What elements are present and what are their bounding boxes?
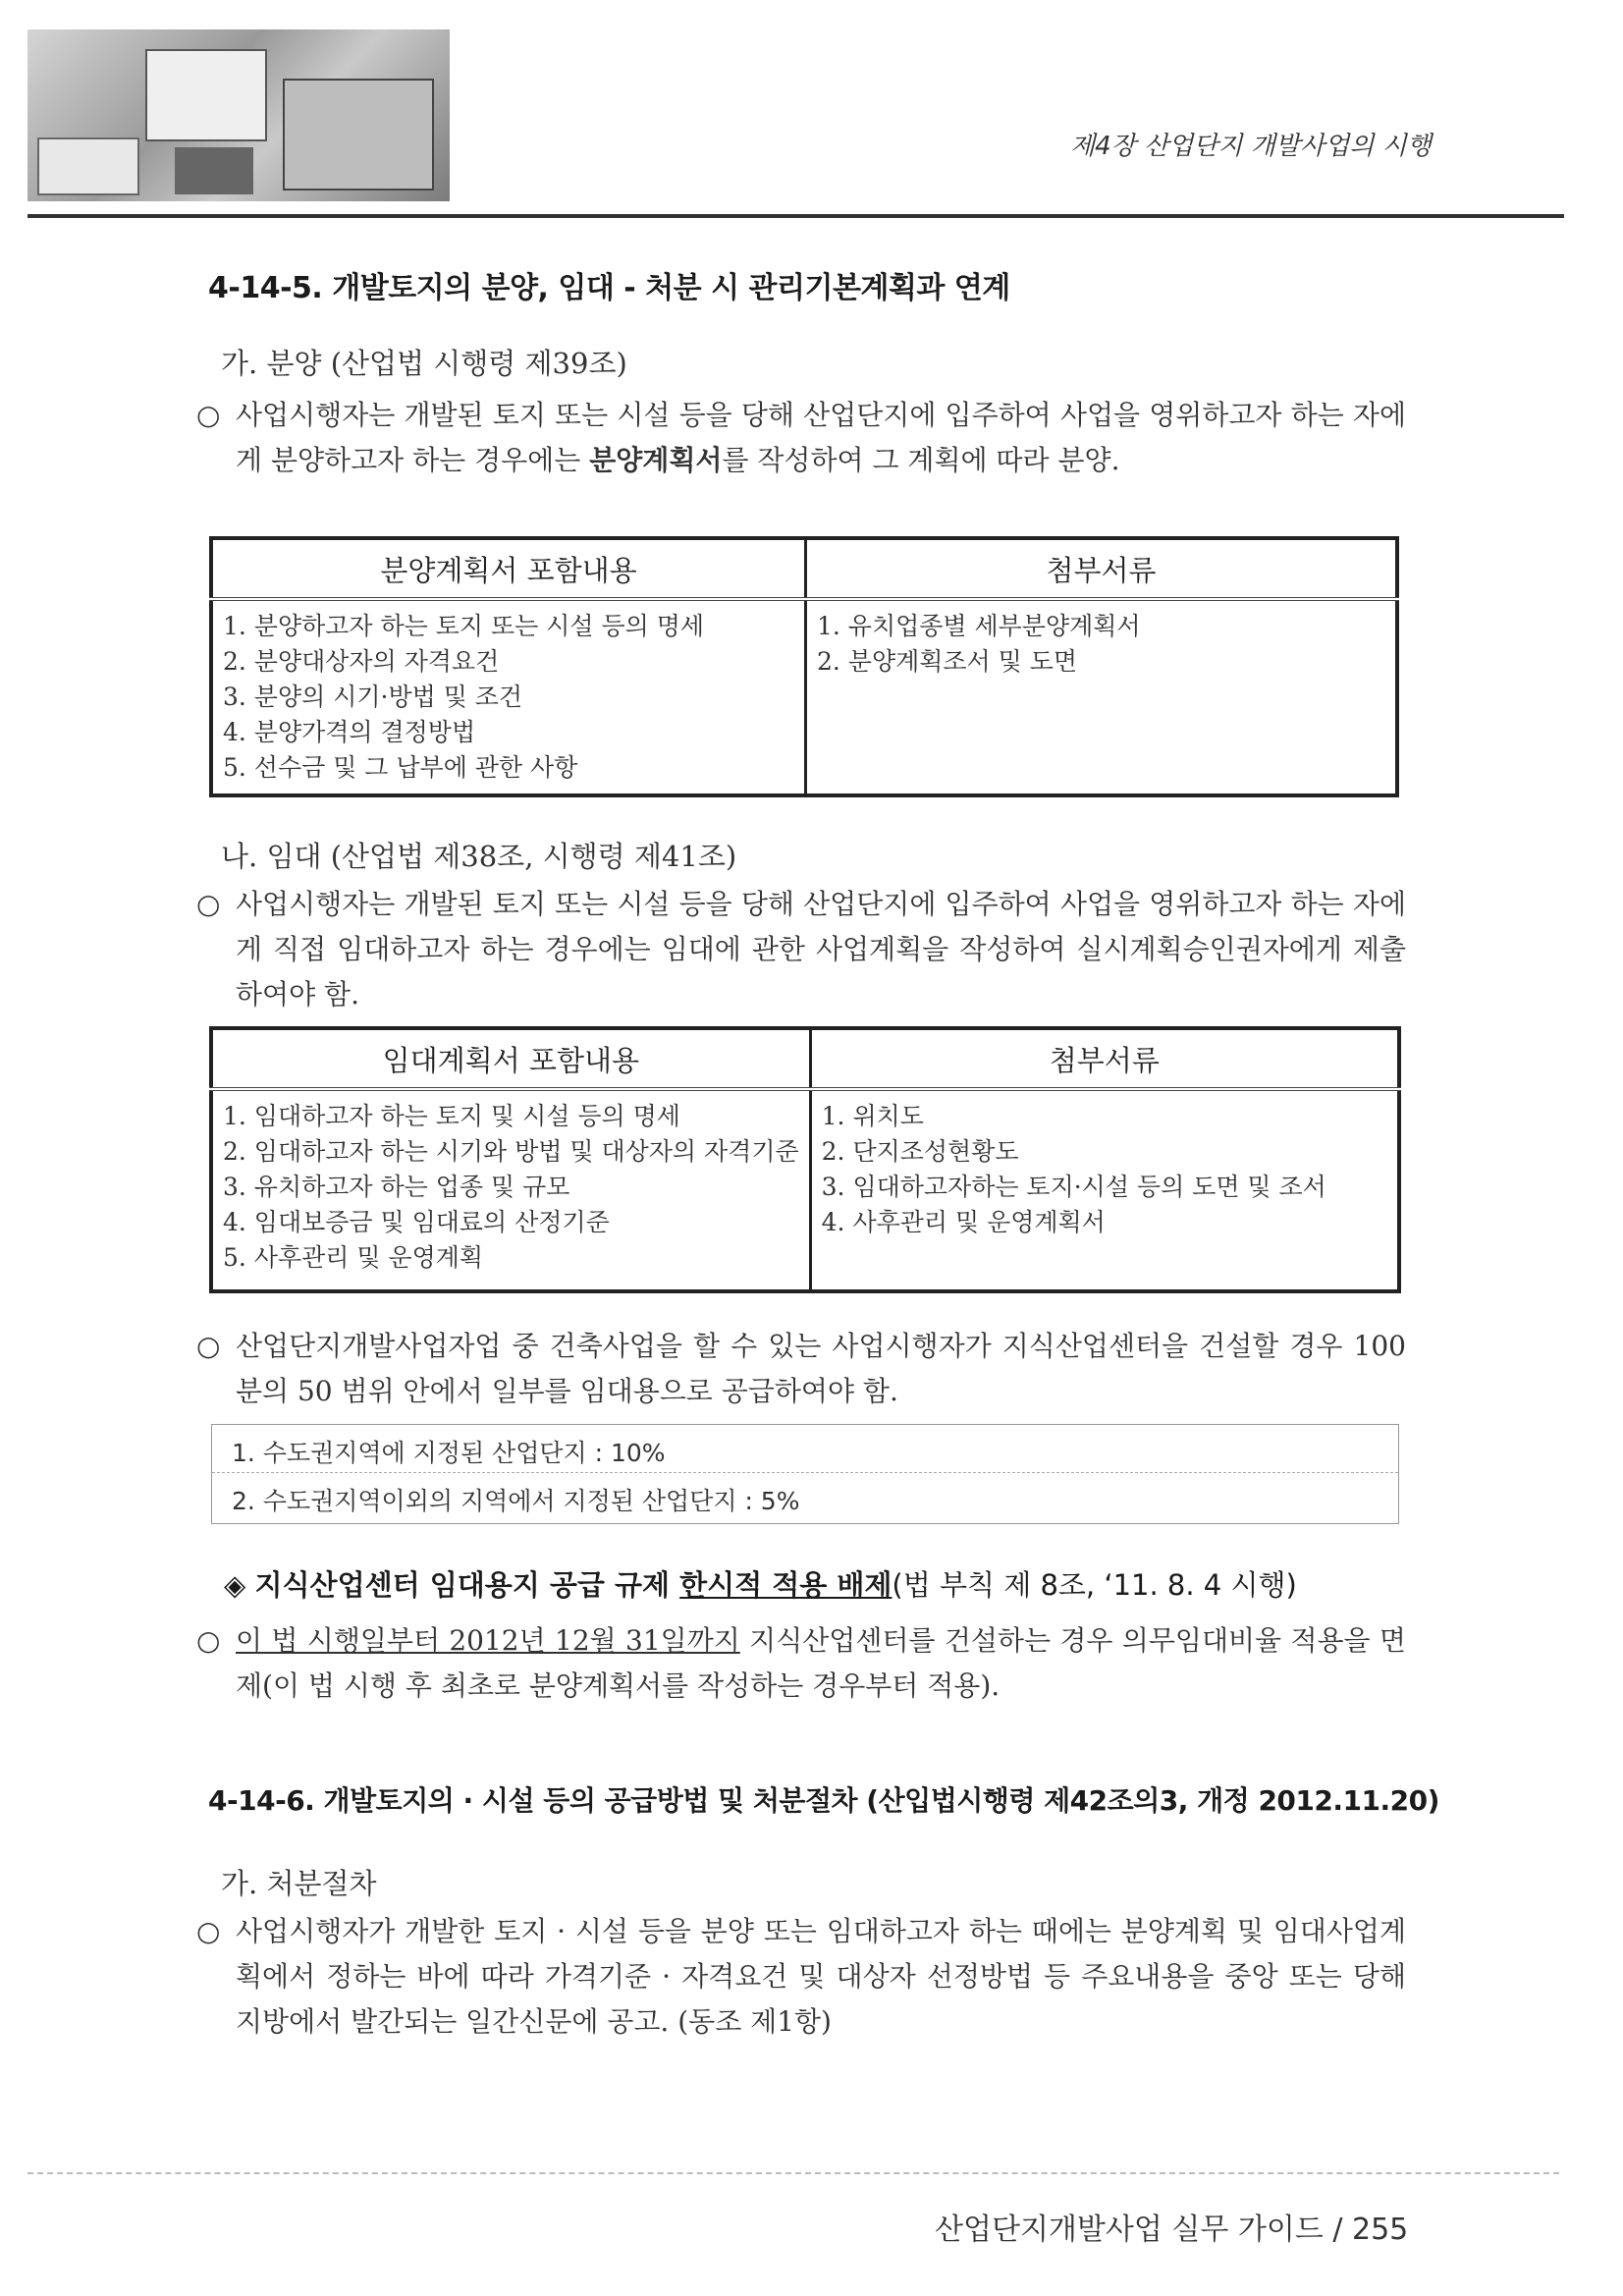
ratio-item: 2. 수도권지역이외의 지역에서 지정된 산업단지 : 5% bbox=[232, 1487, 800, 1515]
list-item: 1. 임대하고자 하는 토지 및 시설 등의 명세 bbox=[223, 1102, 680, 1130]
subheading-procedure: 가. 처분절차 bbox=[221, 1867, 377, 1900]
section-heading-4-14-6: 4-14-6. 개발토지의 · 시설 등의 공급방법 및 처분절차 (산입법시행령 제42조의3, 개정 2012.11.20) bbox=[208, 1784, 1439, 1817]
table-cell-attachments bbox=[806, 599, 1398, 795]
paragraph-knowledge-center: ○ 산업단지개발사업자업 중 건축사업을 할 수 있는 사업시행자가 지식산업센터을 건설할 경우 100분의 50 범위 안에서 일부를 임대용으로 공급하여야 함. bbox=[196, 1324, 1406, 1414]
paragraph-procedure: ○ 사업시행자가 개발한 토지 · 시설 등을 분양 또는 임대하고자 하는 때에는 분양계획 및 임대사업계획에서 정하는 바에 따라 가격기준 · 자격요건 및 대상자 선정방법 등 주요내용을 중앙 또는 당해 지방에서 발간되는 일간신문에 공고. (동조 제1항) bbox=[196, 1909, 1406, 2045]
paragraph-imdae: ○ 사업시행자는 개발된 토지 또는 시설 등을 당해 산업단지에 입주하여 사업을 영위하고자 하는 자에게 직접 임대하고자 하는 경우에는 임대에 관한 사업계획을 작성하여 실시계획승인권자에게 제출하여야 함. bbox=[196, 882, 1406, 1017]
list-item: 1. 분양하고자 하는 토지 또는 시설 등의 명세 bbox=[223, 612, 705, 640]
list-item: 4. 사후관리 및 운영계획서 bbox=[821, 1208, 1106, 1236]
list-item: 1. 유치업종별 세부분양계획서 bbox=[817, 612, 1141, 640]
divider bbox=[212, 1472, 1398, 1473]
underlined-period: 이 법 시행일부터 2012년 12월 31일까지 bbox=[236, 1624, 740, 1657]
list-item: 2. 단지조성현황도 bbox=[821, 1137, 1019, 1166]
header-rule bbox=[27, 214, 1564, 218]
ratio-item: 1. 수도권지역에 지정된 산업단지 : 10% bbox=[232, 1439, 666, 1467]
bullet: ○ bbox=[196, 1624, 221, 1657]
diamond-icon: ◈ bbox=[224, 1568, 246, 1602]
table-cell-attachments bbox=[810, 1089, 1399, 1291]
list-item: 4. 분양가격의 결정방법 bbox=[223, 718, 476, 746]
table-header: 분양계획서 포함내용 bbox=[211, 538, 806, 599]
footer-page-label: 산업단지개발사업 실무 가이드 / 255 bbox=[935, 2213, 1409, 2247]
imdae-plan-table bbox=[209, 1026, 1401, 1293]
section-heading-4-14-5: 4-14-5. 개발토지의 분양, 임대 - 처분 시 관리기본계획과 연계 bbox=[208, 271, 1010, 305]
subheading-imdae: 나. 임대 (산업법 제38조, 시행령 제41조) bbox=[221, 840, 737, 873]
notice-line bbox=[224, 1563, 1297, 1604]
list-item: 3. 분양의 시기·방법 및 조건 bbox=[223, 683, 523, 711]
bullet: ○ bbox=[196, 1330, 221, 1362]
ratio-box bbox=[211, 1424, 1399, 1524]
footer-rule bbox=[27, 2172, 1559, 2174]
table-header: 첨부서류 bbox=[810, 1028, 1399, 1089]
table-header: 첨부서류 bbox=[806, 538, 1398, 599]
list-item: 3. 임대하고자하는 토지·시설 등의 도면 및 조서 bbox=[821, 1173, 1326, 1201]
list-item: 1. 위치도 bbox=[821, 1102, 924, 1130]
list-item: 4. 임대보증금 및 임대료의 산정기준 bbox=[223, 1208, 610, 1236]
bunyang-plan-table bbox=[209, 536, 1399, 797]
paragraph-exemption: ○ 이 법 시행일부터 2012년 12월 31일까지 지식산업센터를 건설하는 경우 의무임대비율 적용을 면제(이 법 시행 후 최초로 분양계획서를 작성하는 경우부터 적용). bbox=[196, 1618, 1406, 1709]
bullet: ○ bbox=[196, 888, 221, 920]
list-item: 5. 선수금 및 그 납부에 관한 사항 bbox=[223, 753, 578, 782]
list-item: 3. 유치하고자 하는 업종 및 규모 bbox=[223, 1173, 570, 1201]
list-item: 2. 분양대상자의 자격요건 bbox=[223, 647, 500, 676]
subheading-bunyang: 가. 분양 (산업법 시행령 제39조) bbox=[221, 347, 627, 380]
bullet: ○ bbox=[196, 399, 221, 431]
table-cell-contents bbox=[211, 1089, 810, 1291]
notice-bold: 지식산업센터 임대용지 공급 규제 bbox=[254, 1568, 680, 1602]
notice-rest: (법 부칙 제 8조, ‘11. 8. 4 시행) bbox=[892, 1568, 1297, 1602]
list-item: 5. 사후관리 및 운영계획 bbox=[223, 1243, 484, 1272]
list-item: 2. 분양계획조서 및 도면 bbox=[817, 647, 1078, 676]
table-header: 임대계획서 포함내용 bbox=[211, 1028, 810, 1089]
paragraph-bunyang: ○ 사업시행자는 개발된 토지 또는 시설 등을 당해 산업단지에 입주하여 사업을 영위하고자 하는 자에게 분양하고자 하는 경우에는 분양계획서를 작성하여 그 계획에 따라 분양. bbox=[196, 393, 1406, 483]
running-title: 제4장 산업단지 개발사업의 시행 bbox=[1070, 132, 1432, 161]
notice-underlined: 한시적 적용 배제 bbox=[679, 1568, 893, 1602]
list-item: 2. 임대하고자 하는 시기와 방법 및 대상자의 자격기준 bbox=[223, 1137, 799, 1166]
table-cell-contents bbox=[211, 599, 806, 795]
bold-term: 분양계획서 bbox=[589, 444, 723, 476]
header-photo bbox=[27, 29, 450, 201]
bullet: ○ bbox=[196, 1915, 221, 1947]
